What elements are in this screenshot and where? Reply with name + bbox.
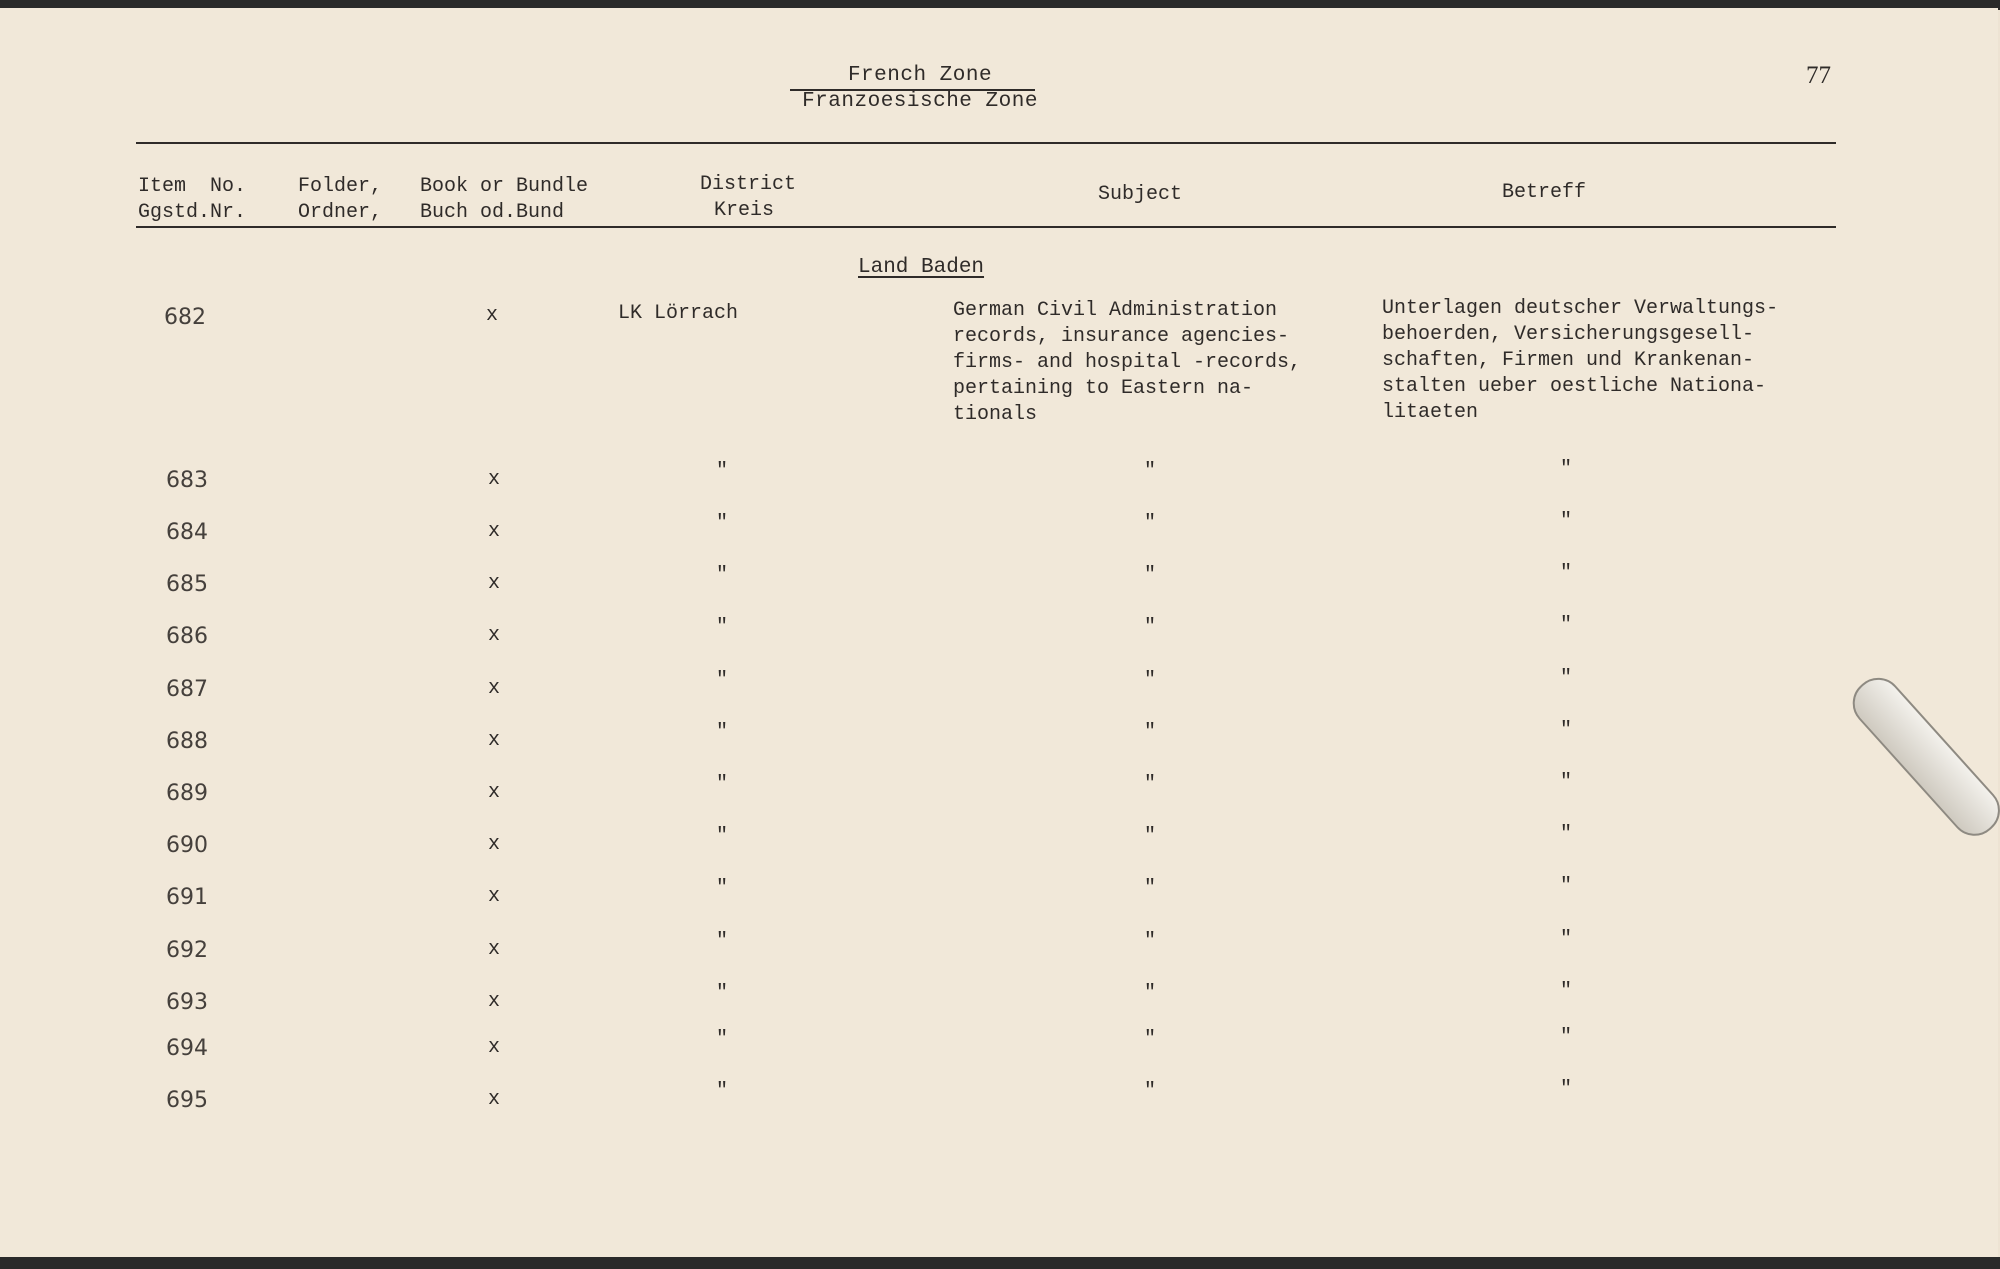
book-or-bundle-mark: x — [488, 572, 501, 595]
betreff-ditto-mark: " — [1560, 1078, 1573, 1101]
subject-ditto-mark: " — [1144, 669, 1157, 692]
book-or-bundle-mark: x — [488, 1036, 501, 1059]
subject-ditto-mark: " — [1144, 877, 1157, 900]
betreff-ditto-mark: " — [1560, 823, 1573, 846]
district-ditto-mark: " — [716, 1080, 729, 1103]
book-or-bundle-mark: x — [488, 468, 501, 491]
betreff-ditto-mark: " — [1560, 562, 1573, 585]
item-number: 695 — [166, 1088, 208, 1113]
table-top-rule — [136, 142, 1836, 144]
book-or-bundle-mark: x — [488, 624, 501, 647]
betreff-ditto-mark: " — [1560, 928, 1573, 951]
subject-ditto-mark: " — [1144, 930, 1157, 953]
page-number: 77 — [1806, 62, 1831, 89]
subject-ditto-mark: " — [1144, 825, 1157, 848]
book-or-bundle-mark: x — [488, 885, 501, 908]
book-or-bundle-mark: x — [488, 990, 501, 1013]
column-header-district-german: Kreis — [714, 199, 775, 222]
subject-description: German Civil Administration records, insurance agencies- firms- and hospital -records, pertaining to Eastern na- tionals — [953, 299, 1302, 426]
book-or-bundle-mark: x — [488, 833, 501, 856]
item-number: 683 — [166, 468, 208, 493]
betreff-description: Unterlagen deutscher Verwaltungs- behoerden, Versicherungsgesell- schaften, Firmen und Krankenan- stalten ueber oestliche Nationa- litaeten — [1382, 297, 1779, 424]
betreff-ditto-mark: " — [1560, 458, 1573, 481]
book-or-bundle-mark: x — [488, 781, 501, 804]
item-number: 689 — [166, 781, 208, 806]
book-or-bundle-mark: x — [486, 304, 499, 327]
subject-ditto-mark: " — [1144, 1080, 1157, 1103]
subject-ditto-mark: " — [1144, 1028, 1157, 1051]
district-ditto-mark: " — [716, 1028, 729, 1051]
book-or-bundle-mark: x — [488, 520, 501, 543]
item-number: 685 — [166, 572, 208, 597]
district-ditto-mark: " — [716, 721, 729, 744]
item-number: 687 — [166, 677, 208, 702]
district-ditto-mark: " — [716, 825, 729, 848]
subject-ditto-mark: " — [1144, 460, 1157, 483]
column-header-item-no-german: Ggstd.Nr. — [138, 201, 247, 224]
betreff-ditto-mark: " — [1560, 719, 1573, 742]
district-ditto-mark: " — [716, 616, 729, 639]
district-ditto-mark: " — [716, 669, 729, 692]
section-heading: Land Baden — [858, 256, 985, 279]
column-header-subject: Subject — [1098, 183, 1183, 206]
column-header-book-or-bundle: Book or Bundle — [420, 175, 589, 198]
column-header-book-or-bundle-german: Buch od.Bund — [420, 201, 565, 224]
subject-ditto-mark: " — [1144, 564, 1157, 587]
book-or-bundle-mark: x — [488, 729, 501, 752]
district-value: LK Lörrach — [618, 302, 739, 325]
item-number: 684 — [166, 520, 208, 545]
item-number: 692 — [166, 938, 208, 963]
page-title-german: Franzoesische Zone — [802, 90, 1038, 113]
district-ditto-mark: " — [716, 930, 729, 953]
subject-ditto-mark: " — [1144, 982, 1157, 1005]
betreff-ditto-mark: " — [1560, 980, 1573, 1003]
item-number: 682 — [164, 305, 206, 330]
district-ditto-mark: " — [716, 512, 729, 535]
book-or-bundle-mark: x — [488, 677, 501, 700]
item-number: 690 — [166, 833, 208, 858]
column-header-folder-german: Ordner, — [298, 201, 383, 224]
district-ditto-mark: " — [716, 773, 729, 796]
book-or-bundle-mark: x — [488, 1088, 501, 1111]
column-header-betreff: Betreff — [1502, 181, 1587, 204]
column-header-folder: Folder, — [298, 175, 383, 198]
item-number: 694 — [166, 1036, 208, 1061]
betreff-ditto-mark: " — [1560, 1026, 1573, 1049]
subject-ditto-mark: " — [1144, 721, 1157, 744]
item-number: 693 — [166, 990, 208, 1015]
betreff-ditto-mark: " — [1560, 875, 1573, 898]
betreff-ditto-mark: " — [1560, 614, 1573, 637]
district-ditto-mark: " — [716, 564, 729, 587]
subject-ditto-mark: " — [1144, 616, 1157, 639]
district-ditto-mark: " — [716, 877, 729, 900]
subject-ditto-mark: " — [1144, 512, 1157, 535]
betreff-ditto-mark: " — [1560, 667, 1573, 690]
table-header-rule — [136, 226, 1836, 228]
district-ditto-mark: " — [716, 460, 729, 483]
book-or-bundle-mark: x — [488, 938, 501, 961]
document-page — [0, 8, 1998, 1258]
item-number: 691 — [166, 885, 208, 910]
subject-ditto-mark: " — [1144, 773, 1157, 796]
item-number: 688 — [166, 729, 208, 754]
betreff-ditto-mark: " — [1560, 510, 1573, 533]
item-number: 686 — [166, 624, 208, 649]
column-header-district: District — [700, 173, 797, 196]
page-title-english: French Zone — [847, 64, 993, 87]
betreff-ditto-mark: " — [1560, 771, 1573, 794]
scan-bottom-border — [0, 1257, 2000, 1269]
column-header-item-no: Item No. — [138, 175, 247, 198]
district-ditto-mark: " — [716, 982, 729, 1005]
